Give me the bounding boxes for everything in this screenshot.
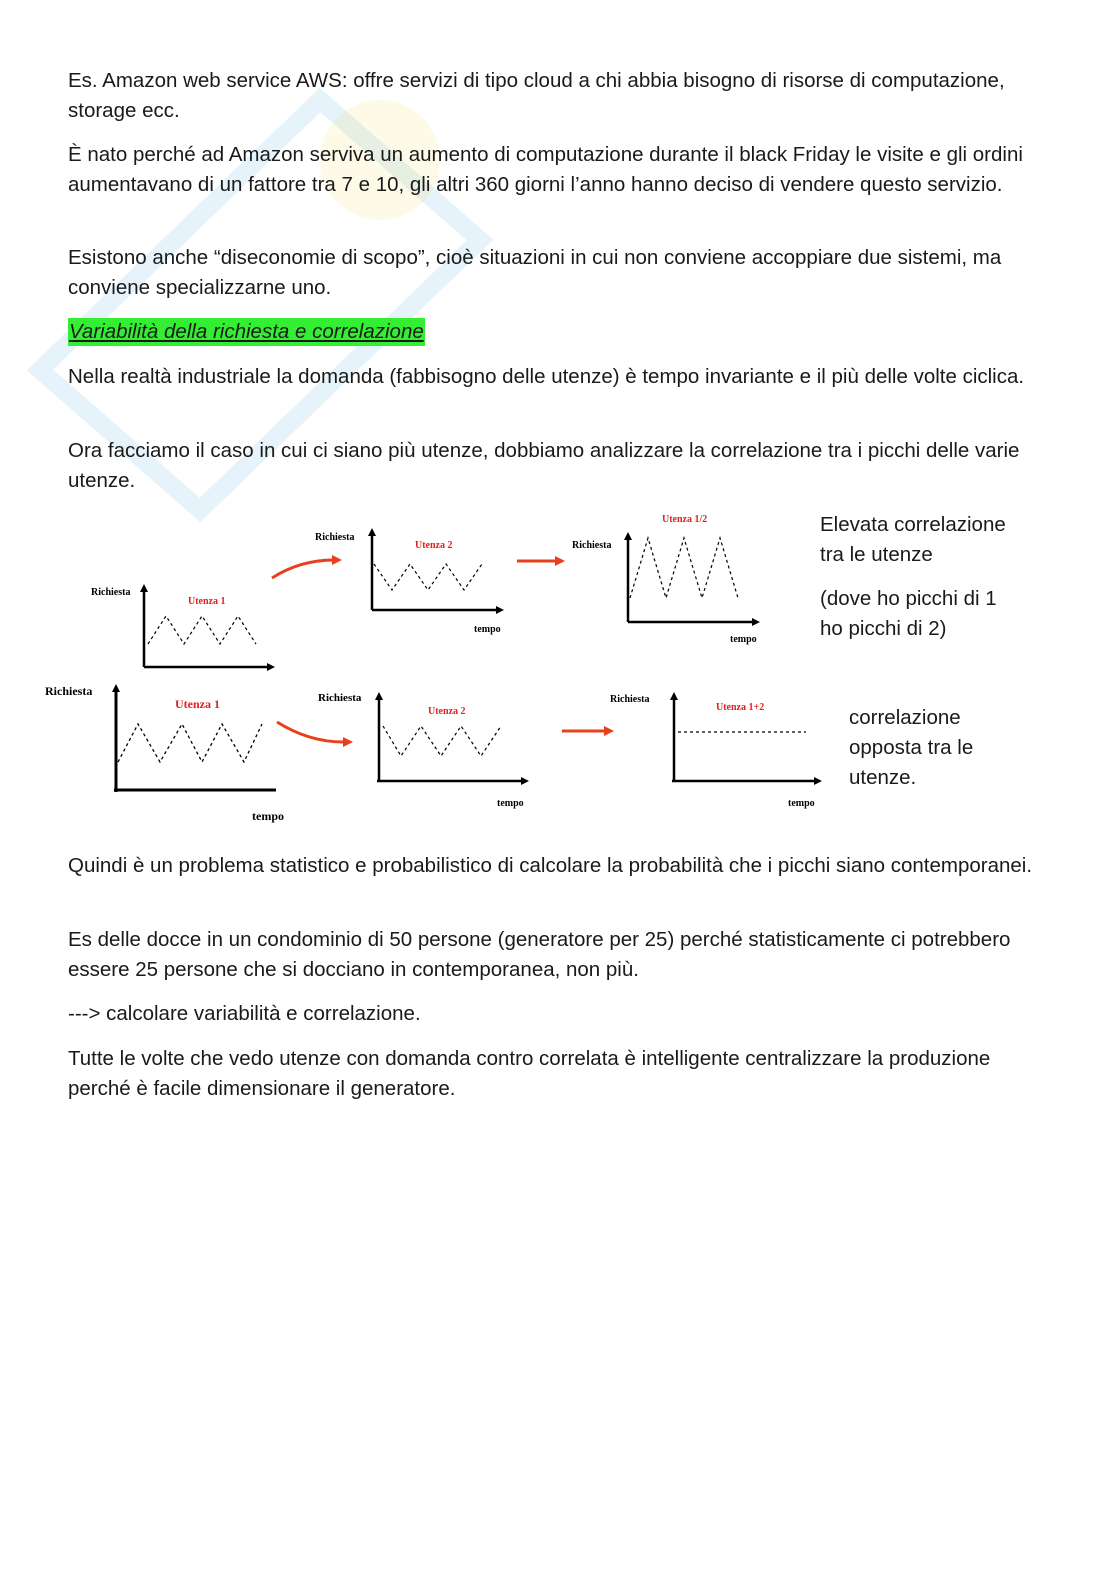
y-label: Richiesta [91,587,131,598]
arrow-row1-b [515,552,575,572]
note-line: ho picchi di 2) [820,617,947,640]
chart-row1-sum [570,510,770,650]
y-label: Richiesta [315,532,355,543]
chart-row1-user2 [312,524,512,639]
note-line: correlazione [849,706,961,729]
series-label: Utenza 1 [175,697,220,711]
note-line: opposta tra le [849,736,974,759]
chart-row2-user2 [315,688,535,813]
y-arrowhead [112,684,120,692]
note-line: tra le utenze [820,543,933,566]
y-arrowhead [670,692,678,700]
paragraph-docce: Es delle docce in un condominio di 50 persone (generatore per 25) perché statisticamente ci potrebbero essere 25 persone che si docciano in contemporanea, non più. [68,928,1011,981]
x-arrowhead [496,606,504,614]
paragraph-centralizzare: Tutte le volte che vedo utenze con domanda contro correlata è intelligente centralizzare la produzione perché è facile dimensionare il generatore. [68,1047,991,1100]
x-label: tempo [474,624,501,635]
series-label: Utenza 1/2 [662,514,708,525]
demand-wave [630,538,738,598]
x-label: tempo [788,798,815,809]
y-label: Richiesta [610,694,650,705]
paragraph-utenze: Ora facciamo il caso in cui ci siano più utenze, dobbiamo analizzare la correlazione tra i picchi delle varie utenze. [68,439,1020,492]
paragraph-calcolare: ---> calcolare variabilità e correlazione. [68,1002,421,1025]
note-high-correlation [820,510,1006,644]
x-arrowhead [521,777,529,785]
x-arrowhead [814,777,822,785]
series-label: Utenza 1 [188,596,226,607]
note-opposite-correlation [849,703,973,793]
chart-row2-user1 [40,680,290,825]
y-arrowhead [140,584,148,592]
demand-wave [374,564,482,590]
section-heading: Variabilità della richiesta e correlazione [68,318,425,346]
chart-row1-user1 [86,578,286,678]
series-label: Utenza 2 [415,540,453,551]
y-arrowhead [375,692,383,700]
paragraph-aws: Es. Amazon web service AWS: offre servizi di tipo cloud a chi abbia bisogno di risorse di computazione, storage ecc. [68,69,1005,122]
x-arrowhead [752,618,760,626]
y-label: Richiesta [318,692,362,704]
x-label: tempo [730,634,757,645]
y-arrowhead [624,532,632,540]
demand-wave [118,724,262,762]
chart-row2-sum [608,688,833,813]
x-label: tempo [252,809,284,823]
paragraph-domanda: Nella realtà industriale la domanda (fabbisogno delle utenze) è tempo invariante e il più delle volte ciclica. [68,365,1025,388]
paragraph-black-friday: È nato perché ad Amazon serviva un aumento di computazione durante il black Friday le visite e gli ordini aumentavano di un fattore tra 7 e 10, gli altri 360 giorni l’anno hanno deciso di vendere questo servizio. [68,143,1023,196]
demand-wave [148,616,256,644]
y-arrowhead [368,528,376,536]
demand-wave [383,726,501,756]
note-line: Elevata correlazione [820,513,1006,536]
series-label: Utenza 2 [428,706,466,717]
series-label: Utenza 1+2 [716,702,765,713]
x-arrowhead [267,663,275,671]
paragraph-diseconomie: Esistono anche “diseconomie di scopo”, cioè situazioni in cui non conviene accoppiare due sistemi, ma conviene specializzarne uno. [68,246,1002,299]
note-line: utenze. [849,766,917,789]
y-label: Richiesta [45,684,93,698]
note-line: (dove ho picchi di 1 [820,587,997,610]
x-label: tempo [497,798,524,809]
paragraph-probabilita: Quindi è un problema statistico e probabilistico di calcolare la probabilità che i picchi siano contemporanei. [68,854,1033,877]
y-label: Richiesta [572,540,612,551]
